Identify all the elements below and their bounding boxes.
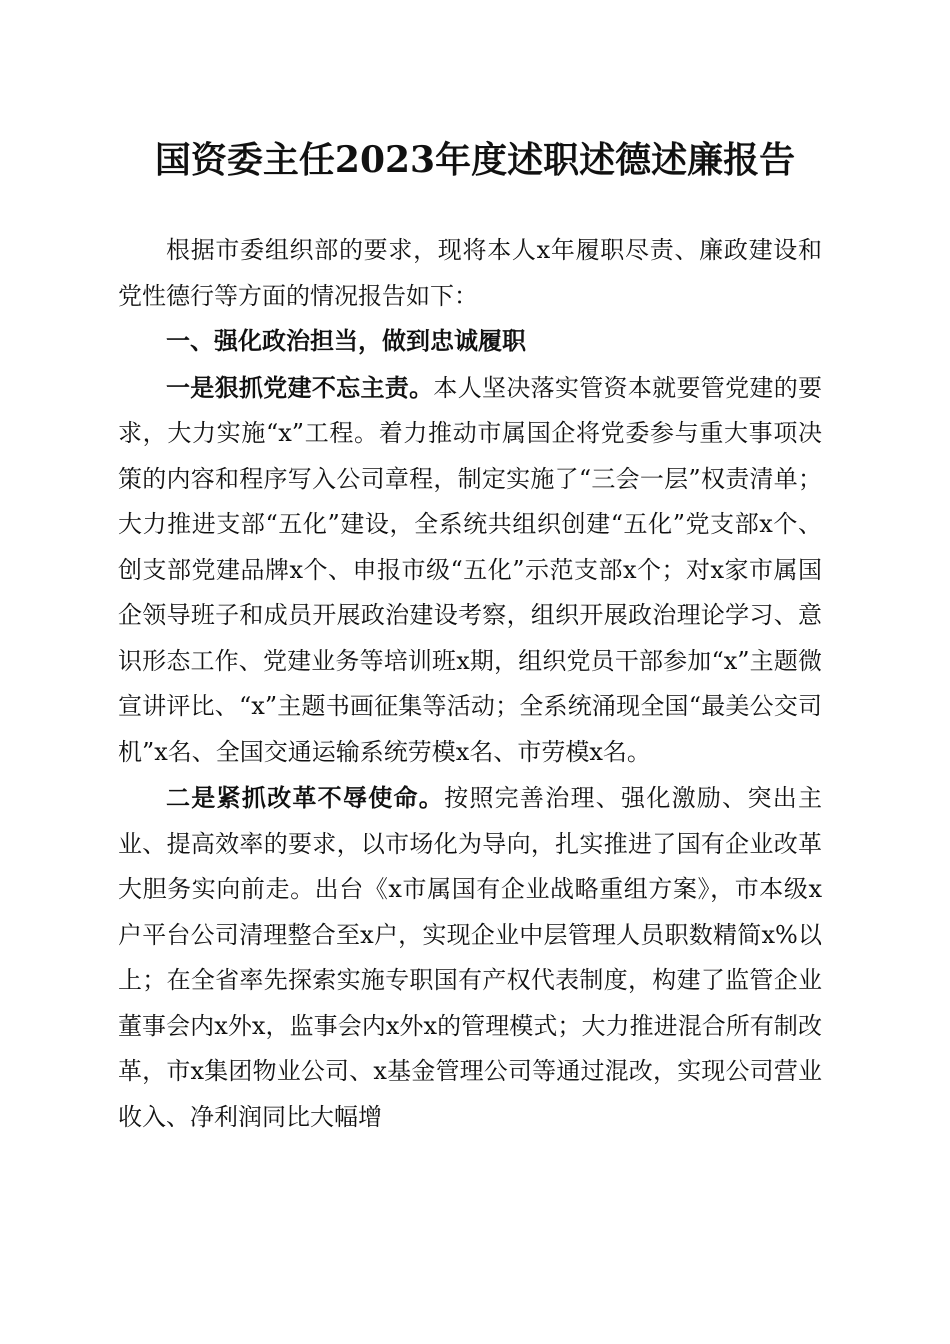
section-heading: 一、强化政治担当，做到忠诚履职 (166, 327, 526, 355)
paragraph-party-building (118, 365, 822, 776)
paragraph-lead: 一是狠抓党建不忘主责。 (166, 372, 434, 402)
paragraph-text: 按照完善治理、强化激励、突出主业、提高效率的要求，以市场化为导向，扎实推进了国有企业改革大胆务实向前走。出台《x市属国有企业战略重组方案》，市本级x户平台公司清理整合至x户，实现企业中层管理人员职数精简x%以上；在全省率先探索实施专职国有产权代表制度，构建了监管企业董事会内x外x，监事会内x外x的管理模式；大力推进混合所有制改革，市x集团物业公司、x基金管理公司等通过混改，实现公司营业收入、净利润同比大幅增 (118, 784, 823, 1131)
intro-paragraph: 根据市委组织部的要求，现将本人x年履职尽责、廉政建设和党性德行等方面的情况报告如下： (118, 236, 822, 310)
paragraph-text: 本人坚决落实管资本就要管党建的要求，大力实施“x”工程。着力推动市属国企将党委参与重大事项决策的内容和程序写入公司章程，制定实施了“三会一层”权责清单；大力推进支部“五化”建设，全系统共组织创建“五化”党支部x个、创支部党建品牌x个、申报市级“五化”示范支部x个；对x家市属国企领导班子和成员开展政治建设考察，组织开展政治理论学习、意识形态工作、党建业务等培训班x期，组织党员干部参加“x”主题微宣讲评比、“x”主题书画征集等活动；全系统涌现全国“最美公交司机”x名、全国交通运输系统劳模x名、市劳模x名。 (118, 373, 823, 766)
document-title: 国资委主任2023年度述职述德述廉报告 (154, 139, 796, 181)
document-body (118, 228, 822, 1140)
paragraph-lead: 二是紧抓改革不辱使命。 (166, 783, 445, 812)
paragraph-reform (118, 775, 822, 1140)
